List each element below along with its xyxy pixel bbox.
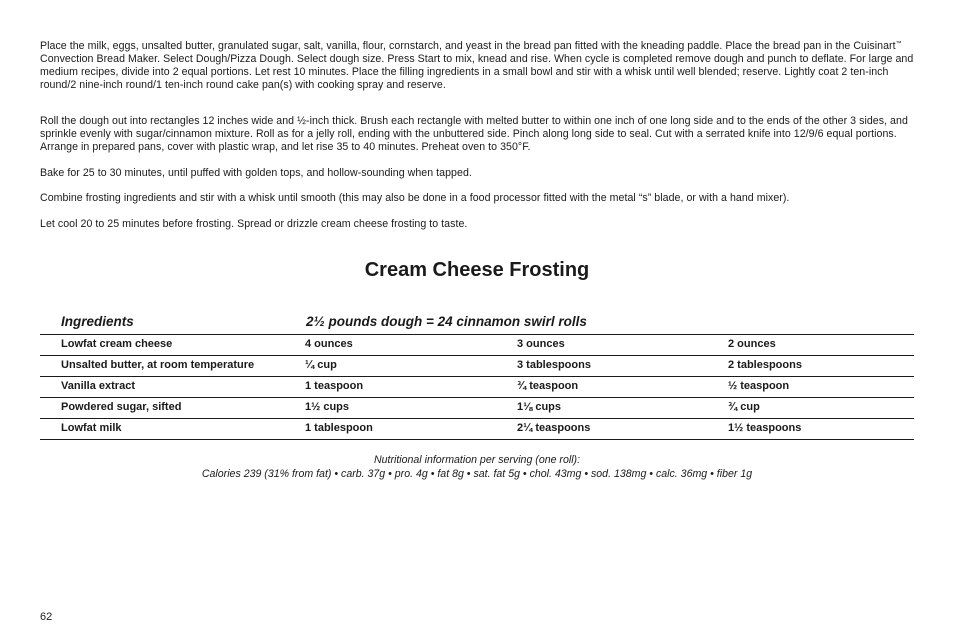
table-row xyxy=(40,377,914,398)
ingredient-name: Unsalted butter, at room temperature xyxy=(61,359,255,371)
table-row xyxy=(40,356,914,377)
amount-large: 4 ounces xyxy=(305,338,353,350)
page-number: 62 xyxy=(40,611,53,623)
instruction-paragraph-roll: Roll the dough out into rectangles 12 inches wide and ½-inch thick. Brush each rectangle with melted butter to within one inch of one long side and to the ends of the other 3 sides, and sprinkle evenly with sugar/cinnamon mixture. Roll as for a jelly roll, ending with the unbuttered side. Pinch along long side to seal. Cut with a serrated knife into 12/9/6 equal portions. Arrange in prepared pans, cover with plastic wrap, and let rise 35 to 40 minutes. Preheat oven to 350°F. xyxy=(40,115,908,153)
amount-small: ½ teaspoon xyxy=(728,380,790,392)
ingredient-name: Vanilla extract xyxy=(61,380,135,392)
ingredient-table-header xyxy=(40,314,914,334)
table-row xyxy=(40,335,914,356)
amount-large: 1 tablespoon xyxy=(305,422,373,434)
nutrition-label: Nutritional information per serving (one roll): xyxy=(373,454,581,466)
amount-small: 1½ teaspoons xyxy=(728,422,802,434)
table-row xyxy=(40,398,914,419)
amount-large: 1 teaspoon xyxy=(305,380,364,392)
amount-small: 2 ounces xyxy=(728,338,776,350)
amount-medium: 3 tablespoons xyxy=(517,359,591,371)
amount-small: ¾ cup xyxy=(728,401,760,413)
instruction-paragraph-dough: Place the milk, eggs, unsalted butter, granulated sugar, salt, vanilla, flour, cornstarch, and yeast in the bread pan fitted with the kneading paddle. Place the bread pan in the Cuisinart™ Convection Bread Maker. Select Dough/Pizza Dough. Select dough size. Press Start to mix, knead and rise. When cycle is completed remove dough and punch to deflate. For large and medium recipes, divide into 2 equal portions. Let rest 10 minutes. Place the filling ingredients in a small bowl and stir with a whisk until well blended; reserve. Lightly coat 2 ten-inch round/2 nine-inch round/1 ten-inch round cake pan(s) with cooking spray and reserve. xyxy=(40,40,914,91)
ingredients-header: Ingredients xyxy=(61,314,134,329)
amount-large: ¼ cup xyxy=(305,359,337,371)
amount-medium: 2¼ teaspoons xyxy=(517,422,591,434)
table-row xyxy=(40,419,914,440)
ingredient-name: Lowfat cream cheese xyxy=(61,338,173,350)
amount-medium: 1⅛ cups xyxy=(517,401,562,413)
ingredient-name: Powdered sugar, sifted xyxy=(61,401,182,413)
recipe-title: Cream Cheese Frosting xyxy=(364,259,590,281)
ingredient-table xyxy=(40,334,914,440)
amount-medium: 3 ounces xyxy=(517,338,565,350)
yield-header: 2½ pounds dough = 24 cinnamon swirl rolls xyxy=(306,314,587,329)
instruction-paragraph-cool: Let cool 20 to 25 minutes before frosting. Spread or drizzle cream cheese frosting to taste. xyxy=(40,218,468,230)
nutrition-values: Calories 239 (31% from fat) • carb. 37g • pro. 4g • fat 8g • sat. fat 5g • chol. 43mg • sod. 138mg • calc. 36mg • fiber 1g xyxy=(201,468,753,480)
ingredient-name: Lowfat milk xyxy=(61,422,122,434)
instruction-paragraph-frosting: Combine frosting ingredients and stir with a whisk until smooth (this may also be done in a food processor fitted with the metal “s” blade, or with a hand mixer). xyxy=(40,192,790,204)
amount-small: 2 tablespoons xyxy=(728,359,802,371)
amount-medium: ¾ teaspoon xyxy=(517,380,579,392)
amount-large: 1½ cups xyxy=(305,401,350,413)
instruction-paragraph-bake: Bake for 25 to 30 minutes, until puffed with golden tops, and hollow-sounding when tapped. xyxy=(40,167,472,179)
